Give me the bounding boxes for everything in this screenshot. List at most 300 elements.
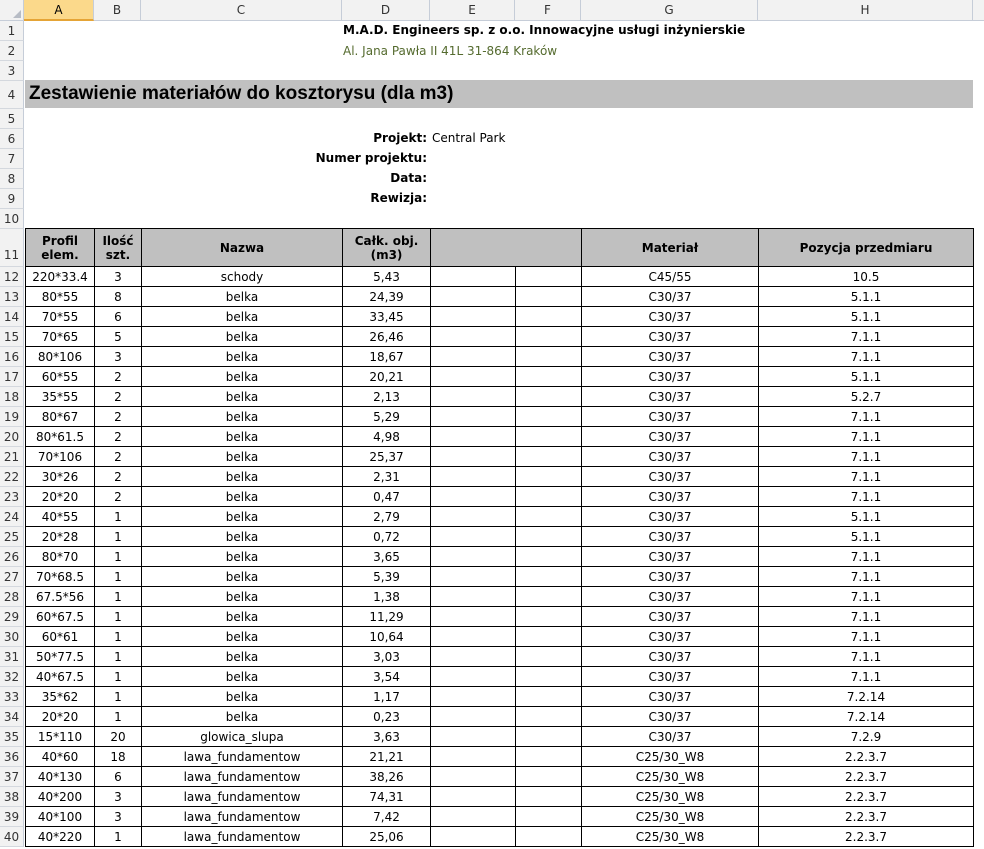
- cell-nazwa[interactable]: belka: [142, 367, 343, 387]
- column-header-b[interactable]: B: [94, 0, 141, 21]
- cell-profil[interactable]: 40*200: [26, 787, 95, 807]
- cell-nazwa[interactable]: belka: [142, 687, 343, 707]
- cell-ilosc[interactable]: 1: [95, 827, 142, 847]
- cell-obj[interactable]: 21,21: [343, 747, 431, 767]
- cell-material[interactable]: C30/37: [582, 467, 759, 487]
- cell-material[interactable]: C30/37: [582, 407, 759, 427]
- data-label: Data:: [390, 171, 427, 185]
- cell-ilosc[interactable]: 2: [95, 367, 142, 387]
- cell-nazwa[interactable]: belka: [142, 307, 343, 327]
- cell-nazwa[interactable]: belka: [142, 287, 343, 307]
- cell-nazwa[interactable]: belka: [142, 327, 343, 347]
- cell-profil[interactable]: 35*62: [26, 687, 95, 707]
- cell-obj[interactable]: 3,03: [343, 647, 431, 667]
- cell-profil[interactable]: 40*60: [26, 747, 95, 767]
- cell-ilosc[interactable]: 3: [95, 807, 142, 827]
- cell-ilosc[interactable]: 1: [95, 507, 142, 527]
- cell-material[interactable]: C25/30_W8: [582, 787, 759, 807]
- cell-pozycja[interactable]: 7.1.1: [759, 327, 974, 347]
- cell-ilosc[interactable]: 1: [95, 707, 142, 727]
- table-row: [26, 507, 974, 527]
- cell-ilosc[interactable]: 3: [95, 267, 142, 287]
- cell-e[interactable]: [431, 667, 516, 687]
- cell-f[interactable]: [516, 387, 582, 407]
- cell-nazwa[interactable]: lawa_fundamentow: [142, 787, 343, 807]
- cell-material[interactable]: C30/37: [582, 447, 759, 467]
- row-header[interactable]: 24: [0, 507, 24, 527]
- row-header[interactable]: 10: [0, 209, 24, 229]
- cell-e[interactable]: [431, 767, 516, 787]
- row-header[interactable]: 38: [0, 787, 24, 807]
- cell-obj[interactable]: 5,29: [343, 407, 431, 427]
- cell-e[interactable]: [431, 587, 516, 607]
- row-header[interactable]: 19: [0, 407, 24, 427]
- cell-material[interactable]: C30/37: [582, 687, 759, 707]
- cell-f[interactable]: [516, 287, 582, 307]
- header-pozycja[interactable]: Pozycja przedmiaru: [759, 229, 974, 267]
- cell-nazwa[interactable]: lawa_fundamentow: [142, 807, 343, 827]
- cell-profil[interactable]: 50*77.5: [26, 647, 95, 667]
- cell-profil[interactable]: 20*20: [26, 707, 95, 727]
- cell-f[interactable]: [516, 527, 582, 547]
- cell-f[interactable]: [516, 707, 582, 727]
- cell-profil[interactable]: 40*67.5: [26, 667, 95, 687]
- row-header[interactable]: 27: [0, 567, 24, 587]
- cell-ilosc[interactable]: 6: [95, 307, 142, 327]
- cell-ilosc[interactable]: 1: [95, 587, 142, 607]
- cell-pozycja[interactable]: 7.1.1: [759, 627, 974, 647]
- cell-material[interactable]: C30/37: [582, 287, 759, 307]
- cell-material[interactable]: C30/37: [582, 347, 759, 367]
- cell-f[interactable]: [516, 427, 582, 447]
- row-header[interactable]: 3: [0, 61, 24, 81]
- cell-profil[interactable]: 60*67.5: [26, 607, 95, 627]
- row-header[interactable]: 39: [0, 807, 24, 827]
- cell-ilosc[interactable]: 2: [95, 467, 142, 487]
- cell-nazwa[interactable]: belka: [142, 707, 343, 727]
- cell-e[interactable]: [431, 827, 516, 847]
- cell-pozycja[interactable]: 7.1.1: [759, 347, 974, 367]
- cell-f[interactable]: [516, 607, 582, 627]
- row-header[interactable]: 9: [0, 189, 24, 209]
- cell-material[interactable]: C30/37: [582, 727, 759, 747]
- cell-e[interactable]: [431, 387, 516, 407]
- cell-ilosc[interactable]: 2: [95, 487, 142, 507]
- column-header-e[interactable]: E: [430, 0, 515, 21]
- cell-nazwa[interactable]: belka: [142, 627, 343, 647]
- cell-nazwa[interactable]: schody: [142, 267, 343, 287]
- row-header[interactable]: 15: [0, 327, 24, 347]
- cell-pozycja[interactable]: 5.1.1: [759, 527, 974, 547]
- cell-material[interactable]: C30/37: [582, 707, 759, 727]
- cell-material[interactable]: C30/37: [582, 507, 759, 527]
- cell-obj[interactable]: 26,46: [343, 327, 431, 347]
- cell-material[interactable]: C25/30_W8: [582, 747, 759, 767]
- cell-material[interactable]: C30/37: [582, 427, 759, 447]
- cell-material[interactable]: C30/37: [582, 567, 759, 587]
- cell-material[interactable]: C30/37: [582, 607, 759, 627]
- cell-f[interactable]: [516, 667, 582, 687]
- cell-material[interactable]: C25/30_W8: [582, 827, 759, 847]
- cell-pozycja[interactable]: 5.1.1: [759, 287, 974, 307]
- cell-f[interactable]: [516, 827, 582, 847]
- cell-e[interactable]: [431, 687, 516, 707]
- table-row: [26, 387, 974, 407]
- cell-nazwa[interactable]: lawa_fundamentow: [142, 767, 343, 787]
- cell-f[interactable]: [516, 327, 582, 347]
- cell-material[interactable]: C30/37: [582, 307, 759, 327]
- cell-profil[interactable]: 70*65: [26, 327, 95, 347]
- row-header[interactable]: 34: [0, 707, 24, 727]
- cell-pozycja[interactable]: 7.1.1: [759, 487, 974, 507]
- cell-f[interactable]: [516, 267, 582, 287]
- cell-ilosc[interactable]: 3: [95, 347, 142, 367]
- cell-e[interactable]: [431, 547, 516, 567]
- cell-profil[interactable]: 80*61.5: [26, 427, 95, 447]
- header-material[interactable]: Materiał: [582, 229, 759, 267]
- row-header[interactable]: 31: [0, 647, 24, 667]
- cell-f[interactable]: [516, 727, 582, 747]
- row-header[interactable]: 40: [0, 827, 24, 847]
- row-header[interactable]: 37: [0, 767, 24, 787]
- table-row: [26, 607, 974, 627]
- cell-material[interactable]: C30/37: [582, 587, 759, 607]
- cell-ilosc[interactable]: 1: [95, 527, 142, 547]
- cell-e[interactable]: [431, 427, 516, 447]
- row-header[interactable]: 32: [0, 667, 24, 687]
- cell-obj[interactable]: 25,06: [343, 827, 431, 847]
- cell-ilosc[interactable]: 18: [95, 747, 142, 767]
- cell-e[interactable]: [431, 287, 516, 307]
- column-header-c[interactable]: C: [141, 0, 342, 21]
- cell-obj[interactable]: 0,72: [343, 527, 431, 547]
- cell-f[interactable]: [516, 407, 582, 427]
- cell-f[interactable]: [516, 687, 582, 707]
- header-profil[interactable]: Profil elem.: [26, 229, 95, 267]
- table-row: [26, 407, 974, 427]
- row-header[interactable]: 17: [0, 367, 24, 387]
- cell-f[interactable]: [516, 807, 582, 827]
- table-row: [26, 807, 974, 827]
- cell-obj[interactable]: 0,23: [343, 707, 431, 727]
- header-obj[interactable]: Całk. obj. (m3): [343, 229, 431, 267]
- cell-profil[interactable]: 40*55: [26, 507, 95, 527]
- cell-f[interactable]: [516, 367, 582, 387]
- cell-e[interactable]: [431, 727, 516, 747]
- cell-f[interactable]: [516, 587, 582, 607]
- cell-f[interactable]: [516, 647, 582, 667]
- cell-nazwa[interactable]: glowica_slupa: [142, 727, 343, 747]
- table-row: [26, 827, 974, 847]
- cell-nazwa[interactable]: belka: [142, 507, 343, 527]
- row-header[interactable]: 8: [0, 169, 24, 189]
- row-header[interactable]: 4: [0, 81, 24, 109]
- cell-e[interactable]: [431, 267, 516, 287]
- cell-ilosc[interactable]: 1: [95, 687, 142, 707]
- cell-pozycja[interactable]: 10.5: [759, 267, 974, 287]
- cell-profil[interactable]: 30*26: [26, 467, 95, 487]
- cell-obj[interactable]: 18,67: [343, 347, 431, 367]
- cell-obj[interactable]: 3,54: [343, 667, 431, 687]
- cell-nazwa[interactable]: belka: [142, 547, 343, 567]
- row-header[interactable]: 16: [0, 347, 24, 367]
- column-header-a[interactable]: A: [24, 0, 94, 21]
- cell-profil[interactable]: 67.5*56: [26, 587, 95, 607]
- cell-ilosc[interactable]: 1: [95, 547, 142, 567]
- row-header[interactable]: 18: [0, 387, 24, 407]
- cell-f[interactable]: [516, 487, 582, 507]
- cell-obj[interactable]: 3,63: [343, 727, 431, 747]
- cell-pozycja[interactable]: 7.1.1: [759, 547, 974, 567]
- row-header[interactable]: 13: [0, 287, 24, 307]
- cell-obj[interactable]: 33,45: [343, 307, 431, 327]
- row-header[interactable]: 29: [0, 607, 24, 627]
- cell-material[interactable]: C25/30_W8: [582, 807, 759, 827]
- cell-e[interactable]: [431, 747, 516, 767]
- cell-obj[interactable]: 1,38: [343, 587, 431, 607]
- cell-nazwa[interactable]: belka: [142, 647, 343, 667]
- cell-profil[interactable]: 20*28: [26, 527, 95, 547]
- cell-pozycja[interactable]: 7.1.1: [759, 447, 974, 467]
- cell-pozycja[interactable]: 7.1.1: [759, 607, 974, 627]
- cell-pozycja[interactable]: 2.2.3.7: [759, 807, 974, 827]
- cell-obj[interactable]: 1,17: [343, 687, 431, 707]
- cell-pozycja[interactable]: 7.1.1: [759, 467, 974, 487]
- cell-f[interactable]: [516, 747, 582, 767]
- column-header-d[interactable]: D: [342, 0, 430, 21]
- cell-profil[interactable]: 35*55: [26, 387, 95, 407]
- cell-e[interactable]: [431, 347, 516, 367]
- cell-e[interactable]: [431, 487, 516, 507]
- cell-pozycja[interactable]: 7.1.1: [759, 567, 974, 587]
- cell-obj[interactable]: 5,39: [343, 567, 431, 587]
- cell-pozycja[interactable]: 7.1.1: [759, 667, 974, 687]
- cell-nazwa[interactable]: belka: [142, 567, 343, 587]
- select-all-corner[interactable]: [0, 0, 24, 21]
- cell-e[interactable]: [431, 807, 516, 827]
- cell-pozycja[interactable]: 2.2.3.7: [759, 767, 974, 787]
- row-header[interactable]: 30: [0, 627, 24, 647]
- column-header-h[interactable]: H: [758, 0, 973, 21]
- cell-nazwa[interactable]: lawa_fundamentow: [142, 827, 343, 847]
- cell-material[interactable]: C30/37: [582, 487, 759, 507]
- cell-profil[interactable]: 70*106: [26, 447, 95, 467]
- cell-e[interactable]: [431, 627, 516, 647]
- column-header-next[interactable]: [973, 0, 984, 21]
- cell-nazwa[interactable]: belka: [142, 587, 343, 607]
- row-header[interactable]: 1: [0, 21, 24, 41]
- cell-obj[interactable]: 4,98: [343, 427, 431, 447]
- cell-obj[interactable]: 10,64: [343, 627, 431, 647]
- cell-obj[interactable]: 20,21: [343, 367, 431, 387]
- cell-e[interactable]: [431, 407, 516, 427]
- cell-f[interactable]: [516, 627, 582, 647]
- cell-pozycja[interactable]: 2.2.3.7: [759, 787, 974, 807]
- cell-ilosc[interactable]: 1: [95, 607, 142, 627]
- cell-profil[interactable]: 80*106: [26, 347, 95, 367]
- cell-profil[interactable]: 60*55: [26, 367, 95, 387]
- cell-material[interactable]: C30/37: [582, 667, 759, 687]
- cell-profil[interactable]: 80*55: [26, 287, 95, 307]
- cell-ilosc[interactable]: 2: [95, 427, 142, 447]
- cell-obj[interactable]: 0,47: [343, 487, 431, 507]
- cell-obj[interactable]: 5,43: [343, 267, 431, 287]
- cell-e[interactable]: [431, 307, 516, 327]
- cell-profil[interactable]: 40*220: [26, 827, 95, 847]
- cell-f[interactable]: [516, 467, 582, 487]
- row-header[interactable]: 26: [0, 547, 24, 567]
- cell-pozycja[interactable]: 5.1.1: [759, 367, 974, 387]
- cell-e[interactable]: [431, 507, 516, 527]
- cell-nazwa[interactable]: belka: [142, 347, 343, 367]
- row-header[interactable]: 33: [0, 687, 24, 707]
- table-row: [26, 267, 974, 287]
- row-header[interactable]: 7: [0, 149, 24, 169]
- cell-pozycja[interactable]: 2.2.3.7: [759, 747, 974, 767]
- cell-pozycja[interactable]: 7.1.1: [759, 587, 974, 607]
- row-header[interactable]: 2: [0, 41, 24, 61]
- cell-ilosc[interactable]: 2: [95, 447, 142, 467]
- cell-profil[interactable]: 40*130: [26, 767, 95, 787]
- header-empty[interactable]: [431, 229, 582, 267]
- cell-ilosc[interactable]: 6: [95, 767, 142, 787]
- cell-profil[interactable]: 70*55: [26, 307, 95, 327]
- row-header[interactable]: 14: [0, 307, 24, 327]
- cell-obj[interactable]: 74,31: [343, 787, 431, 807]
- cell-f[interactable]: [516, 567, 582, 587]
- cell-ilosc[interactable]: 8: [95, 287, 142, 307]
- cell-e[interactable]: [431, 787, 516, 807]
- column-header-f[interactable]: F: [515, 0, 581, 21]
- cell-nazwa[interactable]: belka: [142, 447, 343, 467]
- cell-profil[interactable]: 40*100: [26, 807, 95, 827]
- cell-f[interactable]: [516, 767, 582, 787]
- row-header[interactable]: 23: [0, 487, 24, 507]
- cell-nazwa[interactable]: belka: [142, 527, 343, 547]
- cell-nazwa[interactable]: belka: [142, 607, 343, 627]
- row-header[interactable]: 12: [0, 267, 24, 287]
- cell-profil[interactable]: 80*70: [26, 547, 95, 567]
- row-header[interactable]: 28: [0, 587, 24, 607]
- cell-e[interactable]: [431, 607, 516, 627]
- cell-nazwa[interactable]: belka: [142, 407, 343, 427]
- title-band: [25, 80, 973, 108]
- cell-e[interactable]: [431, 707, 516, 727]
- cell-profil[interactable]: 80*67: [26, 407, 95, 427]
- cell-pozycja[interactable]: 7.1.1: [759, 427, 974, 447]
- cell-material[interactable]: C30/37: [582, 627, 759, 647]
- header-ilosc[interactable]: Ilość szt.: [95, 229, 142, 267]
- cell-pozycja[interactable]: 5.1.1: [759, 307, 974, 327]
- cell-nazwa[interactable]: belka: [142, 667, 343, 687]
- cell-ilosc[interactable]: 1: [95, 647, 142, 667]
- cell-e[interactable]: [431, 327, 516, 347]
- cell-material[interactable]: C30/37: [582, 387, 759, 407]
- cell-ilosc[interactable]: 1: [95, 667, 142, 687]
- cell-e[interactable]: [431, 447, 516, 467]
- cell-e[interactable]: [431, 367, 516, 387]
- cell-material[interactable]: C30/37: [582, 327, 759, 347]
- cell-material[interactable]: C45/55: [582, 267, 759, 287]
- cell-material[interactable]: C30/37: [582, 527, 759, 547]
- cell-pozycja[interactable]: 7.2.14: [759, 687, 974, 707]
- cell-pozycja[interactable]: 7.1.1: [759, 647, 974, 667]
- cell-pozycja[interactable]: 5.1.1: [759, 507, 974, 527]
- cell-e[interactable]: [431, 647, 516, 667]
- cell-material[interactable]: C25/30_W8: [582, 767, 759, 787]
- cell-ilosc[interactable]: 2: [95, 387, 142, 407]
- row-header[interactable]: 22: [0, 467, 24, 487]
- row-header[interactable]: 25: [0, 527, 24, 547]
- cell-f[interactable]: [516, 787, 582, 807]
- cell-profil[interactable]: 60*61: [26, 627, 95, 647]
- cell-f[interactable]: [516, 307, 582, 327]
- row-header[interactable]: 20: [0, 427, 24, 447]
- header-nazwa[interactable]: Nazwa: [142, 229, 343, 267]
- cell-ilosc[interactable]: 1: [95, 567, 142, 587]
- cell-f[interactable]: [516, 347, 582, 367]
- row-header[interactable]: 5: [0, 109, 24, 129]
- cell-profil[interactable]: 15*110: [26, 727, 95, 747]
- cell-obj[interactable]: 24,39: [343, 287, 431, 307]
- column-header-g[interactable]: G: [581, 0, 758, 21]
- cell-e[interactable]: [431, 527, 516, 547]
- cell-obj[interactable]: 2,13: [343, 387, 431, 407]
- row-header[interactable]: 11: [0, 229, 24, 267]
- row-header[interactable]: 35: [0, 727, 24, 747]
- cell-ilosc[interactable]: 3: [95, 787, 142, 807]
- cell-f[interactable]: [516, 547, 582, 567]
- cell-f[interactable]: [516, 447, 582, 467]
- cell-nazwa[interactable]: lawa_fundamentow: [142, 747, 343, 767]
- row-header[interactable]: 36: [0, 747, 24, 767]
- cell-pozycja[interactable]: 7.2.14: [759, 707, 974, 727]
- row-header[interactable]: 6: [0, 129, 24, 149]
- cell-profil[interactable]: 20*20: [26, 487, 95, 507]
- cell-nazwa[interactable]: belka: [142, 487, 343, 507]
- cell-obj[interactable]: 2,31: [343, 467, 431, 487]
- cell-obj[interactable]: 38,26: [343, 767, 431, 787]
- cell-nazwa[interactable]: belka: [142, 387, 343, 407]
- cell-pozycja[interactable]: 7.1.1: [759, 407, 974, 427]
- cell-obj[interactable]: 3,65: [343, 547, 431, 567]
- cell-ilosc[interactable]: 20: [95, 727, 142, 747]
- cell-material[interactable]: C30/37: [582, 547, 759, 567]
- cell-e[interactable]: [431, 567, 516, 587]
- cell-profil[interactable]: 220*33.4: [26, 267, 95, 287]
- cell-obj[interactable]: 25,37: [343, 447, 431, 467]
- cell-profil[interactable]: 70*68.5: [26, 567, 95, 587]
- cell-material[interactable]: C30/37: [582, 367, 759, 387]
- cell-obj[interactable]: 7,42: [343, 807, 431, 827]
- cell-material[interactable]: C30/37: [582, 647, 759, 667]
- cell-pozycja[interactable]: 2.2.3.7: [759, 827, 974, 847]
- table-row: [26, 467, 974, 487]
- cell-ilosc[interactable]: 5: [95, 327, 142, 347]
- cell-ilosc[interactable]: 2: [95, 407, 142, 427]
- row-header[interactable]: 21: [0, 447, 24, 467]
- table-row: [26, 447, 974, 467]
- cell-nazwa[interactable]: belka: [142, 427, 343, 447]
- cell-e[interactable]: [431, 467, 516, 487]
- cell-ilosc[interactable]: 1: [95, 627, 142, 647]
- cell-pozycja[interactable]: 7.2.9: [759, 727, 974, 747]
- cell-pozycja[interactable]: 5.2.7: [759, 387, 974, 407]
- cell-obj[interactable]: 2,79: [343, 507, 431, 527]
- cell-obj[interactable]: 11,29: [343, 607, 431, 627]
- cell-nazwa[interactable]: belka: [142, 467, 343, 487]
- cell-f[interactable]: [516, 507, 582, 527]
